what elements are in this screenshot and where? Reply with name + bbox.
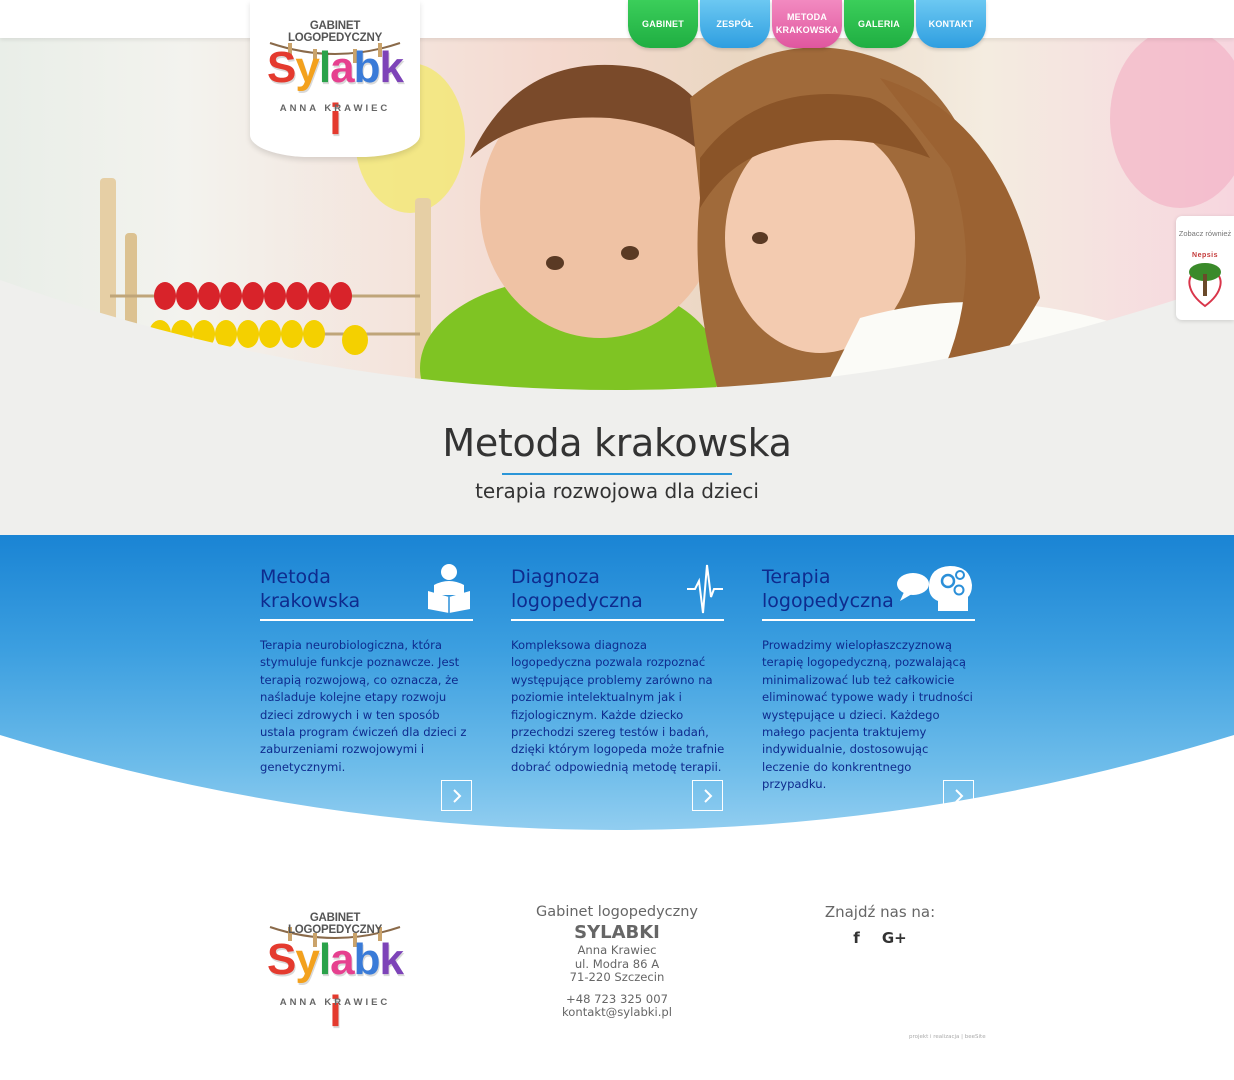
service-title: Terapia logopedyczna bbox=[762, 566, 894, 612]
logo-wordmark: Sylabki bbox=[267, 43, 403, 144]
footer-social bbox=[780, 902, 980, 947]
main-nav bbox=[628, 0, 986, 48]
service-description: Kompleksowa diagnoza logopedyczna pozwala rozpoznać występujące problemy zarówno na poziomie intelektualnym jak i fizjologicznym. Każde dziecko przechodzi szereg testów i badań, dzięki którym logopeda może trafnie dobrać odpowiednią metodę terapii. bbox=[511, 638, 725, 774]
contact-street: ul. Modra 86 A bbox=[574, 956, 660, 971]
logo-sub-text: ANNA KRAWIEC bbox=[279, 103, 391, 114]
more-button[interactable] bbox=[441, 780, 472, 811]
service-divider bbox=[260, 619, 473, 621]
title-divider bbox=[502, 473, 732, 475]
chevron-right-icon bbox=[451, 789, 463, 803]
service-description: Terapia neurobiologiczna, która stymuluje funkcje poznawcze. Jest terapią rozwojową, co oznacza, że naśladuje kolejne etapy rozwoju dzieci zdrowych i w ten sposób ustala program ćwiczeń dla dzieci z zaburzeniami rozwojowymi i genetycznymi. bbox=[260, 638, 467, 774]
heartbeat-icon bbox=[685, 563, 725, 620]
facebook-icon[interactable]: f bbox=[853, 929, 860, 947]
nav-item-metoda-krakowska[interactable]: METODA KRAKOWSKA bbox=[772, 0, 842, 48]
head-gears-icon bbox=[896, 563, 976, 618]
chevron-right-icon bbox=[702, 789, 714, 803]
nav-item-kontakt[interactable]: KONTAKT bbox=[916, 0, 986, 48]
social-heading: Znajdź nas na: bbox=[824, 903, 936, 921]
logo-sub-text: ANNA KRAWIEC bbox=[279, 997, 391, 1008]
logo-top-text: GABINET LOGOPEDYCZNY bbox=[287, 20, 383, 44]
reading-child-icon bbox=[426, 563, 472, 618]
credits-link[interactable]: projekt i realizacja | beeSite bbox=[909, 1034, 986, 1040]
contact-line1: Gabinet logopedyczny bbox=[536, 904, 698, 920]
tree-heart-icon bbox=[1176, 216, 1234, 320]
nav-item-zespol[interactable]: ZESPÓŁ bbox=[700, 0, 770, 48]
more-button[interactable] bbox=[692, 780, 723, 811]
footer-contact bbox=[517, 902, 717, 1020]
contact-city: 71-220 Szczecin bbox=[569, 970, 665, 984]
chevron-right-icon bbox=[953, 789, 965, 803]
service-title: Diagnoza logopedyczna bbox=[511, 566, 643, 612]
nav-item-gabinet[interactable]: GABINET bbox=[628, 0, 698, 48]
service-title: Metoda krakowska bbox=[260, 566, 361, 612]
service-description: Prowadzimy wielopłaszczyznową terapię logopedyczną, pozwalającą minimalizować lub też całkowicie eliminować typowe wady i trudności występujące u dzieci. Każdego małego pacjenta traktujemy indywidualnie, dostosowując leczenie do konkrentnego przypadku. bbox=[762, 638, 973, 792]
footer-logo bbox=[262, 912, 408, 1036]
page-subtitle: terapia rozwojowa dla dzieci bbox=[475, 479, 759, 503]
logo-wordmark: Sylabki bbox=[267, 935, 403, 1036]
page-title: Metoda krakowska bbox=[442, 421, 792, 465]
side-badge-name: Nepsis bbox=[1192, 252, 1218, 259]
side-badge-label: Zobacz również bbox=[1178, 229, 1232, 238]
more-button[interactable] bbox=[943, 780, 974, 811]
top-bar bbox=[0, 0, 1234, 38]
service-divider bbox=[511, 619, 724, 621]
logo-top-text: GABINET LOGOPEDYCZNY bbox=[287, 912, 383, 936]
google-plus-icon[interactable]: G+ bbox=[881, 929, 907, 947]
hero-section bbox=[0, 0, 1234, 535]
logo bbox=[262, 14, 408, 144]
services-band bbox=[0, 535, 1234, 865]
nepsis-side-badge[interactable] bbox=[1176, 216, 1234, 320]
contact-person: Anna Krawiec bbox=[577, 943, 657, 957]
nav-item-galeria[interactable]: GALERIA bbox=[844, 0, 914, 48]
contact-email[interactable]: kontakt@sylabki.pl bbox=[561, 1005, 673, 1019]
header-logo-box[interactable] bbox=[250, 0, 420, 157]
contact-phone[interactable]: +48 723 325 007 bbox=[566, 991, 668, 1006]
service-divider bbox=[762, 619, 975, 621]
contact-name: SYLABKI bbox=[574, 922, 660, 943]
